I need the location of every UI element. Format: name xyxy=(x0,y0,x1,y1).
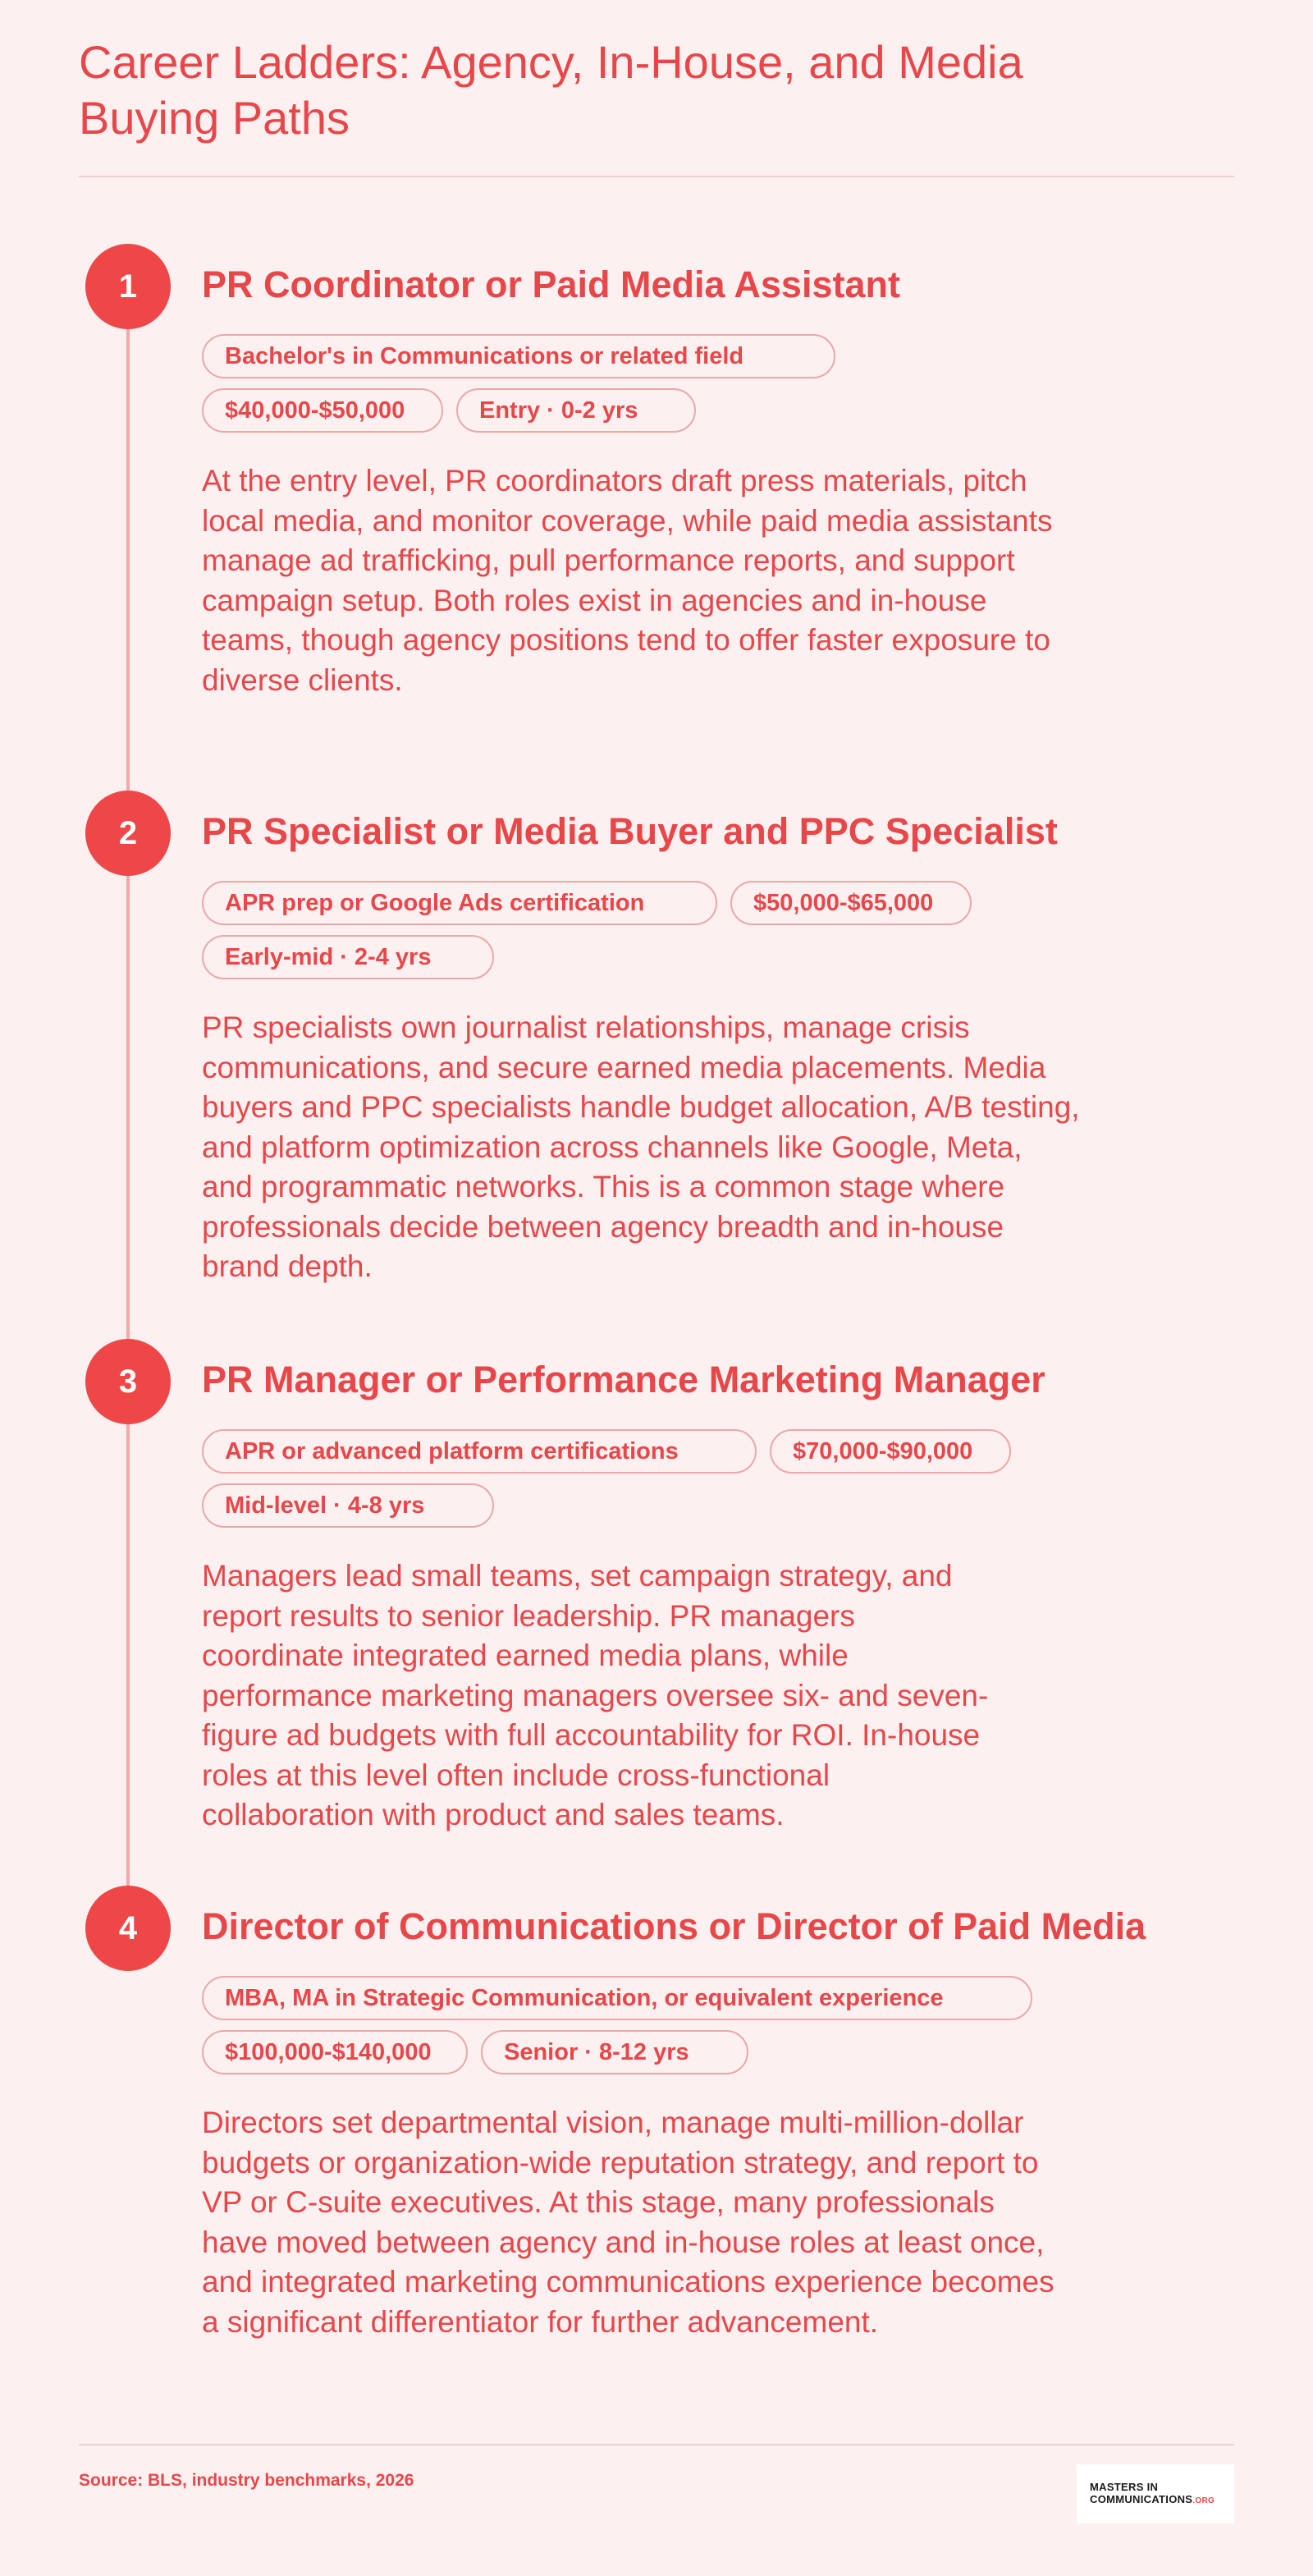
step-title: PR Manager or Performance Marketing Manager xyxy=(202,1359,1045,1400)
source-note: Source: BLS, industry benchmarks, 2026 xyxy=(79,2471,414,2490)
step-description: PR specialists own journalist relationships, manage crisis communications, and secure earned media placements. Media buyers and PPC specialists handle budget allocation, A/B testing, and platform optimization across channels like Google, Meta, and programmatic networks. This is a common stage where professionals decide between agency breadth and in-house brand depth. xyxy=(202,1011,1080,1283)
logo-line-1: MASTERS IN xyxy=(1090,2481,1159,2493)
step-number-badge: 1 xyxy=(85,244,171,329)
salary-tag: $50,000-$65,000 xyxy=(730,881,972,925)
level-tag: Entry · 0-2 yrs xyxy=(456,388,696,433)
step-title: Director of Communications or Director of Paid Media xyxy=(202,1905,1146,1947)
salary-tag: $40,000-$50,000 xyxy=(202,388,443,433)
education-tag: Bachelor's in Communications or related field xyxy=(202,334,835,378)
step-number-badge: 4 xyxy=(85,1886,171,1971)
step-tags xyxy=(202,881,1088,979)
step-number-badge: 3 xyxy=(85,1339,171,1424)
level-tag: Senior · 8-12 yrs xyxy=(481,2030,748,2074)
page-title: Career Ladders: Agency, In-House, and Media Buying Paths xyxy=(79,36,1023,144)
step-description: Managers lead small teams, set campaign strategy, and report results to senior leadership. PR managers coordinate integrated earned media plans, while performance marketing managers oversee six- and seven-figure ad budgets with full accountability for ROI. In-house roles at this level often include cross-functional collaboration with product and sales teams. xyxy=(202,1559,989,1831)
step-description: At the entry level, PR coordinators draft press materials, pitch local media, and monitor coverage, while paid media assistants manage ad trafficking, pull performance reports, and support campaign setup. Both roles exist in agencies and in-house teams, though agency positions tend to offer faster exposure to diverse clients. xyxy=(202,464,1053,697)
step-tags xyxy=(202,334,1088,433)
salary-tag: $100,000-$140,000 xyxy=(202,2030,468,2074)
education-tag: APR prep or Google Ads certification xyxy=(202,881,717,925)
step-tags xyxy=(202,1976,1088,2074)
timeline-line xyxy=(126,287,130,1929)
header-divider xyxy=(79,176,1234,177)
step-description: Directors set departmental vision, manage multi-million-dollar budgets or organization-wide reputation strategy, and report to VP or C-suite executives. At this stage, many professionals have moved between agency and in-house roles at least once, and integrated marketing communications experience becomes a significant differentiator for further advancement. xyxy=(202,2106,1055,2339)
level-tag: Early-mid · 2-4 yrs xyxy=(202,935,494,979)
logo-line-2: COMMUNICATIONS.ORG xyxy=(1090,2493,1215,2505)
education-tag: APR or advanced platform certifications xyxy=(202,1429,757,1474)
site-logo[interactable] xyxy=(1077,2464,1234,2523)
step-tags xyxy=(202,1429,1088,1528)
footer-divider xyxy=(79,2444,1234,2445)
education-tag: MBA, MA in Strategic Communication, or equivalent experience xyxy=(202,1976,1032,2020)
step-title: PR Specialist or Media Buyer and PPC Specialist xyxy=(202,810,1058,852)
salary-tag: $70,000-$90,000 xyxy=(770,1429,1011,1474)
level-tag: Mid-level · 4-8 yrs xyxy=(202,1483,494,1528)
step-number-badge: 2 xyxy=(85,791,171,876)
step-title: PR Coordinator or Paid Media Assistant xyxy=(202,264,900,305)
